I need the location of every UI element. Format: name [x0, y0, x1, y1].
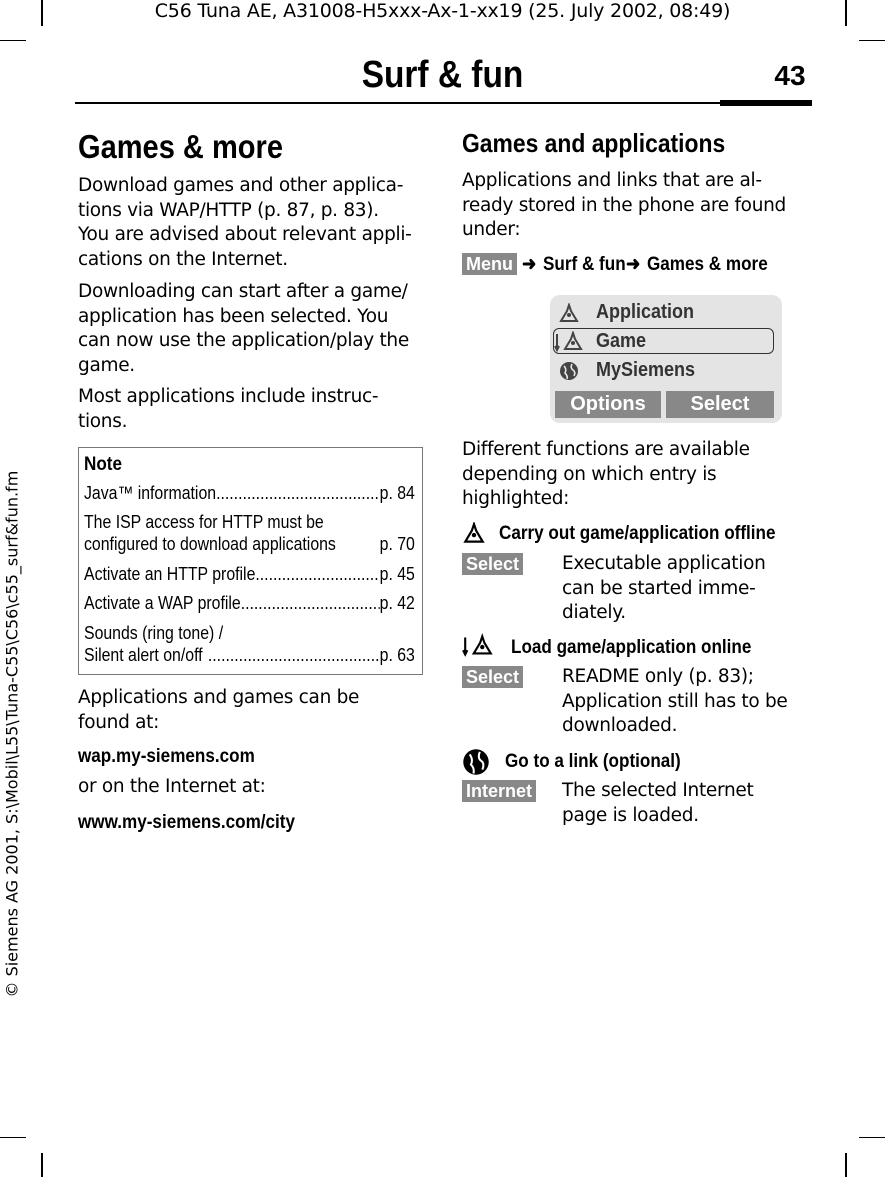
- right-paragraph-2: [462, 438, 822, 512]
- note-label: The ISP access for HTTP must be: [84, 512, 324, 532]
- text-line: You are advised about relevant appli-: [78, 224, 412, 245]
- entry-title-offline: Carry out game/application offline: [499, 523, 776, 544]
- select-softkey[interactable]: Select: [666, 391, 774, 418]
- options-softkey[interactable]: Options: [555, 391, 661, 418]
- screen-item-mysiemens: MySiemens: [596, 359, 696, 381]
- crop-mark: [41, 1153, 43, 1177]
- crop-mark: [859, 40, 885, 41]
- select-key: Select: [462, 553, 523, 575]
- text-line: application has been selected. You: [78, 305, 389, 327]
- entry-desc-link: [562, 779, 812, 828]
- note-row: [84, 623, 415, 644]
- text-line: tions.: [78, 410, 128, 432]
- entry-desc-offline: [562, 552, 812, 626]
- path-item-surf-fun: Surf & fun: [543, 254, 626, 275]
- crop-mark: [845, 1153, 847, 1177]
- note-page-ref: p. 70: [379, 534, 415, 554]
- text-line: highlighted:: [462, 488, 570, 509]
- text-line: cations on the Internet.: [78, 248, 288, 270]
- internet-key: Internet: [462, 780, 536, 802]
- game-icon: [554, 331, 584, 353]
- text-line: Different functions are available: [462, 439, 750, 460]
- text-line: Executable application: [562, 553, 766, 574]
- select-key: Select: [462, 666, 523, 688]
- text-line: downloaded.: [562, 715, 678, 736]
- text-line: game.: [78, 354, 135, 376]
- section-heading-games-more: Games & more: [78, 128, 283, 165]
- phone-screen: [550, 295, 782, 423]
- path-item-games-more: Games & more: [647, 254, 768, 275]
- text-line: README only (p. 83);: [562, 666, 754, 687]
- url-web: www.my-siemens.com/city: [78, 812, 295, 833]
- text-line: Downloading can start after a game/: [78, 281, 408, 302]
- note-title: Note: [84, 454, 123, 475]
- text-line: Most applications include instruc-: [78, 386, 379, 407]
- menu-path: [462, 253, 781, 276]
- note-label: Java™ information: [84, 483, 217, 503]
- path-arrow: ➜: [522, 254, 537, 275]
- screen-item-application: Application: [596, 301, 695, 323]
- left-paragraph-3: [78, 385, 438, 434]
- right-paragraph-1: [462, 169, 822, 243]
- left-paragraph-5: or on the Internet at:: [78, 776, 266, 797]
- text-line: depending on which entry is: [462, 463, 717, 485]
- running-head: C56 Tuna AE, A31008-H5xxx-Ax-1-xx19 (25. July 2002, 08:49): [154, 0, 731, 22]
- text-line: can be started imme-: [562, 577, 756, 599]
- note-row: [84, 564, 415, 585]
- note-page-ref: p. 42: [379, 593, 415, 613]
- note-page-ref: p. 45: [379, 564, 415, 584]
- screen-item-game: Game: [596, 330, 647, 352]
- left-paragraph-2: [78, 280, 438, 378]
- note-row: [84, 483, 415, 504]
- entry-desc-online: [562, 665, 822, 739]
- page-title: Surf & fun: [361, 54, 524, 96]
- note-page-ref: p. 84: [379, 483, 415, 503]
- text-line: Applications and games can be: [78, 687, 360, 708]
- note-label: Sounds (ring tone) /: [84, 623, 224, 643]
- text-line: page is loaded.: [562, 804, 699, 826]
- path-arrow: ➜: [626, 254, 641, 275]
- text-line: The selected Internet: [562, 780, 754, 801]
- text-line: Download games and other applica-: [78, 175, 404, 196]
- text-line: can now use the application/play the: [78, 330, 409, 351]
- note-box: [78, 447, 423, 675]
- url-wap: wap.my-siemens.com: [78, 746, 255, 767]
- note-label: configured to download applications: [84, 534, 336, 554]
- header-rule-thick: [720, 100, 812, 106]
- text-line: Application still has to be: [562, 690, 788, 712]
- note-label: Activate an HTTP profile: [84, 564, 256, 584]
- text-line: tions via WAP/HTTP (p. 87, p. 83).: [78, 199, 379, 221]
- left-paragraph-1: [78, 174, 438, 272]
- header-rule: [75, 102, 812, 104]
- note-label: Silent alert on/off: [84, 645, 203, 665]
- crop-mark: [859, 1137, 885, 1138]
- entry-title-online: Load game/application online: [511, 637, 752, 658]
- note-row: [84, 534, 415, 555]
- menu-key: Menu: [462, 253, 517, 275]
- text-line: found at:: [78, 711, 160, 733]
- screen-selection-highlight: [553, 328, 774, 354]
- page-number: 43: [774, 60, 806, 91]
- note-label: Activate a WAP profile: [84, 593, 241, 613]
- text-line: diately.: [562, 602, 626, 623]
- text-line: ready stored in the phone are found: [462, 194, 786, 216]
- left-paragraph-4: [78, 686, 438, 735]
- section-heading-games-applications: Games and applications: [462, 128, 726, 158]
- note-row: [84, 593, 415, 614]
- entry-title-link: Go to a link (optional): [505, 751, 681, 772]
- globe-icon: [462, 748, 490, 776]
- application-icon: [462, 522, 486, 546]
- note-page-ref: p. 63: [379, 645, 415, 665]
- application-icon: [558, 303, 580, 325]
- globe-icon: [558, 360, 580, 382]
- text-line: under:: [462, 219, 521, 240]
- crop-mark: [0, 1137, 26, 1138]
- side-copyright: © Siemens AG 2001, S:\Mobil\L55\Tuna-C55\C56\c55_surf&fun.fm: [2, 470, 22, 998]
- note-row: [84, 645, 415, 666]
- crop-mark: [0, 40, 26, 41]
- note-row: [84, 512, 415, 533]
- text-line: Applications and links that are al-: [462, 170, 762, 191]
- download-game-icon: [462, 633, 494, 659]
